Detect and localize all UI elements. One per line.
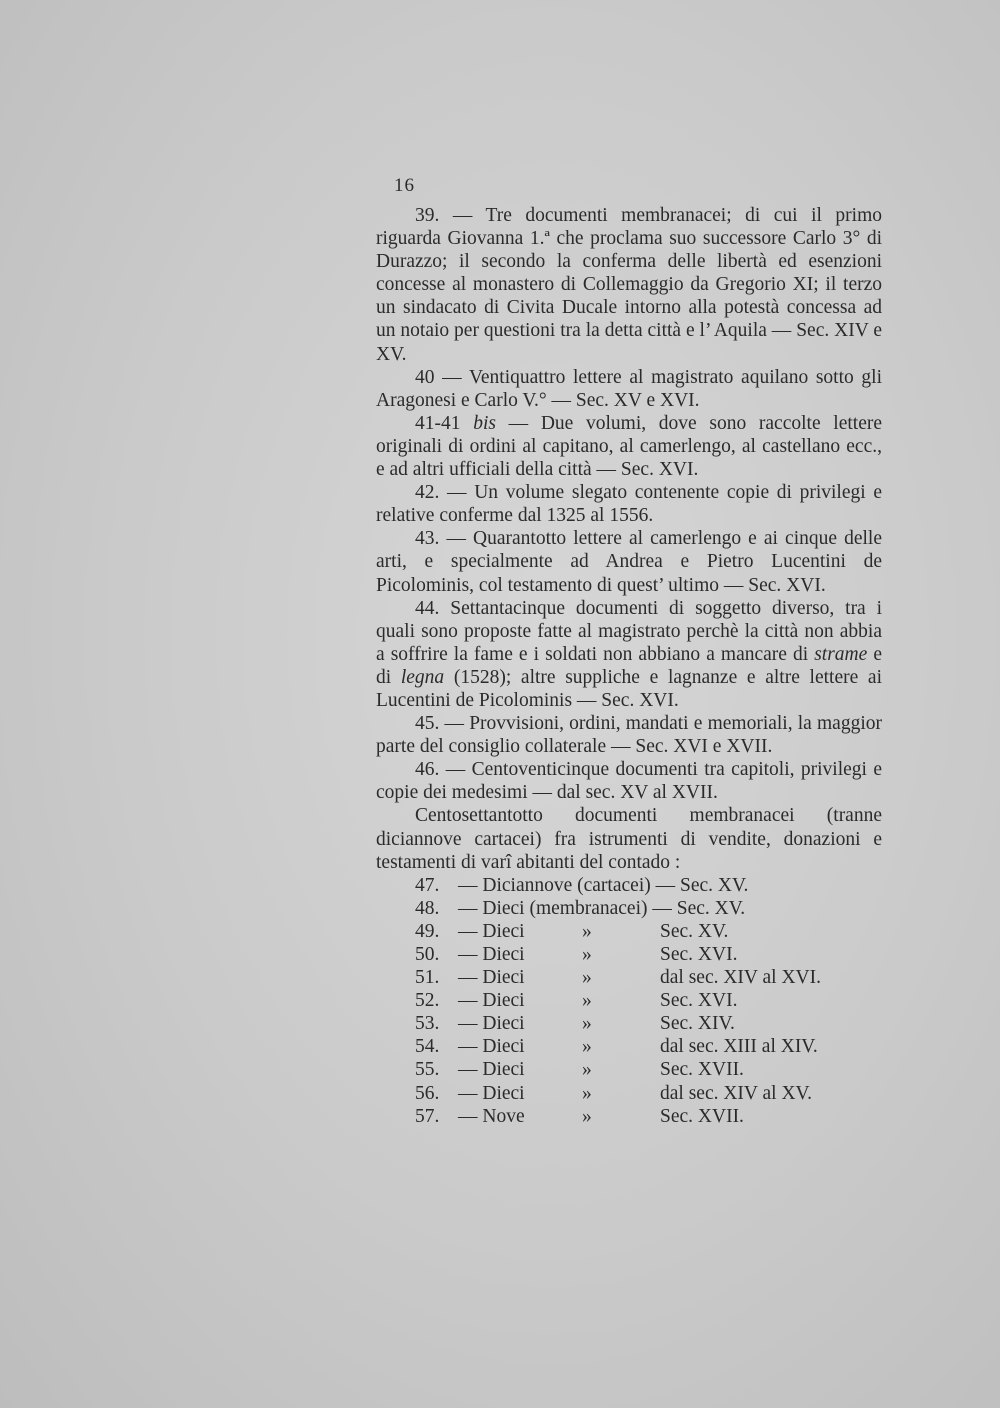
list-century: Sec. XVII.	[660, 1105, 744, 1127]
document-list	[376, 874, 882, 1128]
list-number: 52.	[415, 990, 440, 1012]
list-century: dal sec. XIV al XVI.	[660, 967, 822, 989]
entry-41-bis: bis	[473, 412, 496, 434]
list-row-51	[376, 966, 882, 989]
list-number: 55.	[415, 1059, 440, 1081]
list-number: 50.	[415, 944, 440, 965]
list-description: — Dieci	[458, 1059, 525, 1081]
ditto-mark: »	[582, 967, 592, 989]
list-description: — Dieci	[458, 1036, 525, 1058]
list-row-53	[376, 1012, 882, 1035]
list-description: — Dieci	[458, 990, 525, 1012]
ditto-mark: »	[582, 990, 592, 1012]
intro-paragraph: Centosettantotto documenti membranacei (tranne diciannove cartacei) fra istrumenti di vendite, donazioni e testamenti di varî abitanti del contado :	[376, 805, 882, 873]
entry-40: 40 — Ventiquattro lettere al magistrato aquilano sotto gli Aragonesi e Carlo V.° — Sec. XV e XVI.	[376, 366, 882, 411]
list-number: 47.	[415, 874, 440, 896]
ditto-mark: »	[582, 1082, 592, 1104]
ditto-mark: »	[582, 1059, 592, 1081]
list-description: — Dieci	[458, 920, 525, 942]
page-number: 16	[394, 175, 415, 196]
list-century: Sec. XIV.	[660, 1013, 735, 1035]
list-row-52	[376, 989, 882, 1012]
list-description: — Dieci	[458, 967, 525, 989]
body-text	[376, 204, 882, 1128]
list-description: — Dieci	[458, 1013, 525, 1035]
list-row-47	[376, 874, 882, 897]
list-century: dal sec. XIII al XIV.	[660, 1036, 818, 1058]
list-row-49	[376, 920, 882, 943]
ditto-mark: »	[582, 1036, 592, 1058]
entry-46: 46. — Centoventicinque documenti tra capitoli, privilegi e copie dei medesimi — dal sec. XV al XVII.	[376, 759, 882, 804]
entry-44-text-c: (1528); altre suppliche e lagnanze e altre lettere ai Lucentini de Picolominis — Sec. XVI.	[376, 666, 882, 711]
list-number: 49.	[415, 920, 440, 942]
entry-44-text-a: 44. Settantacinque documenti di soggetto diverso, tra i quali sono proposte fatte al magistrato perchè la città non abbia a soffrire la fame e i soldati non abbiano a mancare di	[376, 597, 882, 665]
ditto-mark: »	[582, 920, 592, 942]
list-number: 54.	[415, 1036, 440, 1058]
ditto-mark: »	[582, 1013, 592, 1035]
list-row-54	[376, 1035, 882, 1058]
entry-45: 45. — Provvisioni, ordini, mandati e memoriali, la maggior parte del consiglio collaterale — Sec. XVI e XVII.	[376, 713, 882, 758]
entry-39: 39. — Tre documenti membranacei; di cui il primo riguarda Giovanna 1.ª che proclama suo successore Carlo 3° di Durazzo; il secondo la conferma delle libertà ed esenzioni concesse al monastero di Collemaggio da Gregorio XI; il terzo un sindacato di Civita Ducale intorno alla potestà concessa ad un notaio per questioni tra la detta città e l’ Aquila — Sec. XIV e XV.	[376, 205, 882, 365]
list-century: Sec. XVI.	[660, 990, 738, 1012]
list-century: Sec. XV.	[660, 920, 729, 942]
list-number: 53.	[415, 1013, 440, 1035]
list-row-57	[376, 1105, 882, 1128]
entry-44-italic-strame: strame	[814, 643, 868, 665]
entry-44-italic-legna: legna	[400, 666, 445, 688]
ditto-mark: »	[582, 944, 592, 965]
entry-41	[376, 412, 882, 481]
list-row-48	[376, 897, 882, 920]
entry-41-text: — Due volumi, dove sono raccolte lettere originali di ordini al capitano, al camerlengo, al castellano ecc., e ad altri ufficiali della città — Sec. XVI.	[376, 412, 882, 481]
list-row-55	[376, 1058, 882, 1081]
list-number: 48.	[415, 897, 440, 919]
entry-42: 42. — Un volume slegato contenente copie di privilegi e relative conferme dal 1325 al 1556.	[376, 482, 882, 527]
entry-41-number: 41-41	[415, 412, 474, 434]
entry-43: 43. — Quarantotto lettere al camerlengo e ai cinque delle arti, e specialmente ad Andrea e Pietro Lucentini de Picolominis, col testamento di quest’ ultimo — Sec. XVI.	[376, 528, 882, 596]
list-number: 57.	[415, 1105, 440, 1127]
list-century: Sec. XVI.	[660, 944, 738, 965]
list-description: — Nove	[458, 1105, 525, 1127]
list-row-50	[376, 943, 882, 966]
list-century: Sec. XVII.	[660, 1059, 744, 1081]
list-number: 51.	[415, 967, 440, 989]
list-description: — Diciannove (cartacei) — Sec. XV.	[458, 874, 749, 896]
entry-44	[376, 597, 882, 712]
list-number: 56.	[415, 1082, 440, 1104]
entry-44-text-b: e di	[376, 643, 882, 688]
list-century: dal sec. XIV al XV.	[660, 1082, 813, 1104]
ditto-mark: »	[582, 1105, 592, 1127]
list-description: — Dieci	[458, 944, 525, 965]
list-row-56	[376, 1082, 882, 1105]
list-description: — Dieci	[458, 1082, 525, 1104]
list-description: — Dieci (membranacei) — Sec. XV.	[458, 897, 746, 919]
